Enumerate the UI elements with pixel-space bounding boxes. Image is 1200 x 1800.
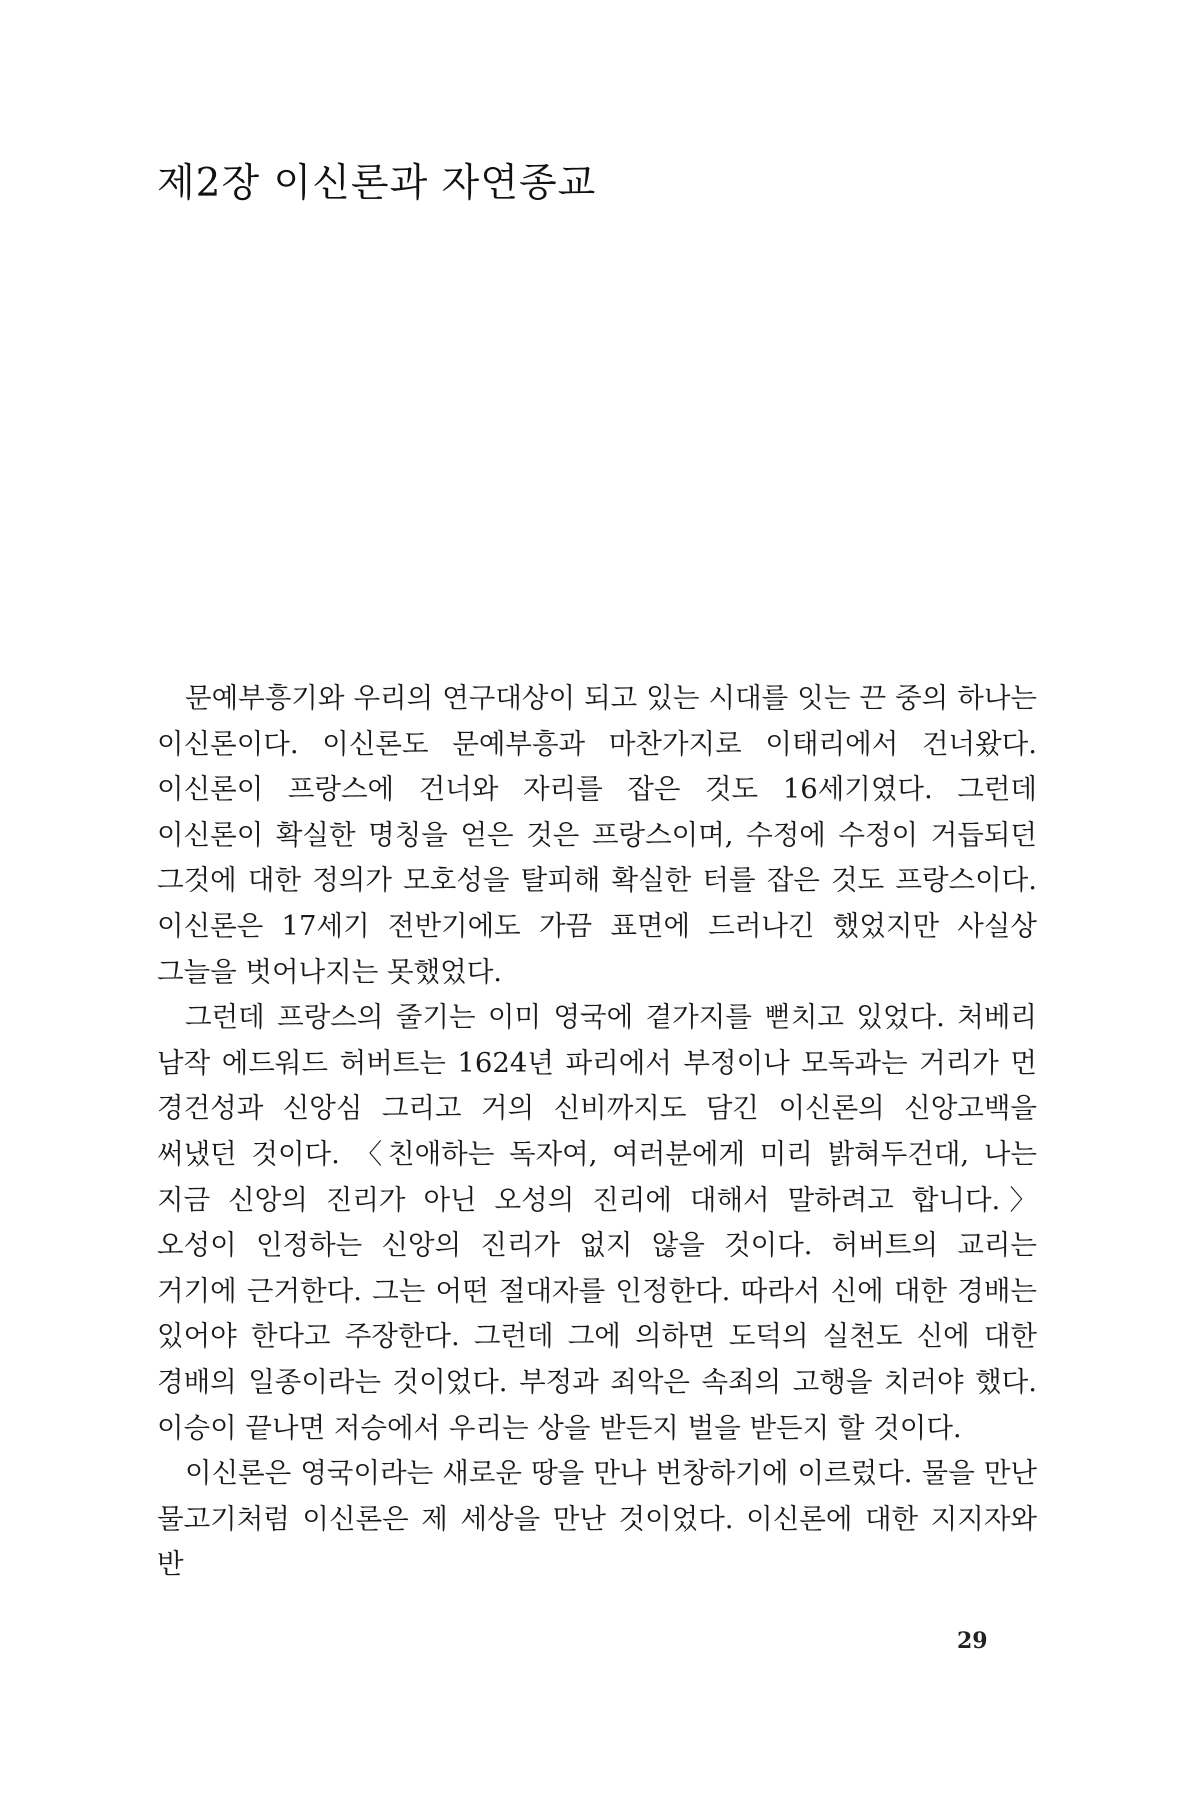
paragraph: 문예부흥기와 우리의 연구대상이 되고 있는 시대를 잇는 끈 중의 하나는 이신론이다. 이신론도 문예부흥과 마찬가지로 이태리에서 건너왔다. 이신론이 프랑스에 건너와 자리를 잡은 것도 16세기였다. 그런데 이신론이 확실한 명칭을 얻은 것은 프랑스이며, 수정에 수정이 거듭되던 그것에 대한 정의가 모호성을 탈피해 확실한 터를 잡은 것도 프랑스이다. 이신론은 17세기 전반기에도 가끔 표면에 드러나긴 했었지만 사실상 그늘을 벗어나지는 못했었다.	[157, 682, 1037, 988]
paragraph: 그런데 프랑스의 줄기는 이미 영국에 곁가지를 뻗치고 있었다. 처베리 남작 에드워드 허버트는 1624년 파리에서 부정이나 모독과는 거리가 먼 경건성과 신앙심 그리고 거의 신비까지도 담긴 이신론의 신앙고백을 써냈던 것이다. 〈친애하는 독자여, 여러분에게 미리 밝혀두건대, 나는 지금 신앙의 진리가 아닌 오성의 진리에 대해서 말하려고 합니다.〉 오성이 인정하는 신앙의 진리가 없지 않을 것이다. 허버트의 교리는 거기에 근거한다. 그는 어떤 절대자를 인정한다. 따라서 신에 대한 경배는 있어야 한다고 주장한다. 그런데 그에 의하면 도덕의 실천도 신에 대한 경배의 일종이라는 것이었다. 부정과 죄악은 속죄의 고행을 치러야 했다. 이승이 끝나면 저승에서 우리는 상을 받든지 벌을 받든지 할 것이다.	[157, 1001, 1037, 1444]
body-text	[157, 676, 1037, 1588]
chapter-title: 제2장 이신론과 자연종교	[157, 161, 597, 206]
paragraph: 이신론은 영국이라는 새로운 땅을 만나 번창하기에 이르렀다. 물을 만난 물고기처럼 이신론은 제 세상을 만난 것이었다. 이신론에 대한 지지자와 반	[157, 1457, 1037, 1581]
page-number: 29	[957, 1628, 988, 1654]
